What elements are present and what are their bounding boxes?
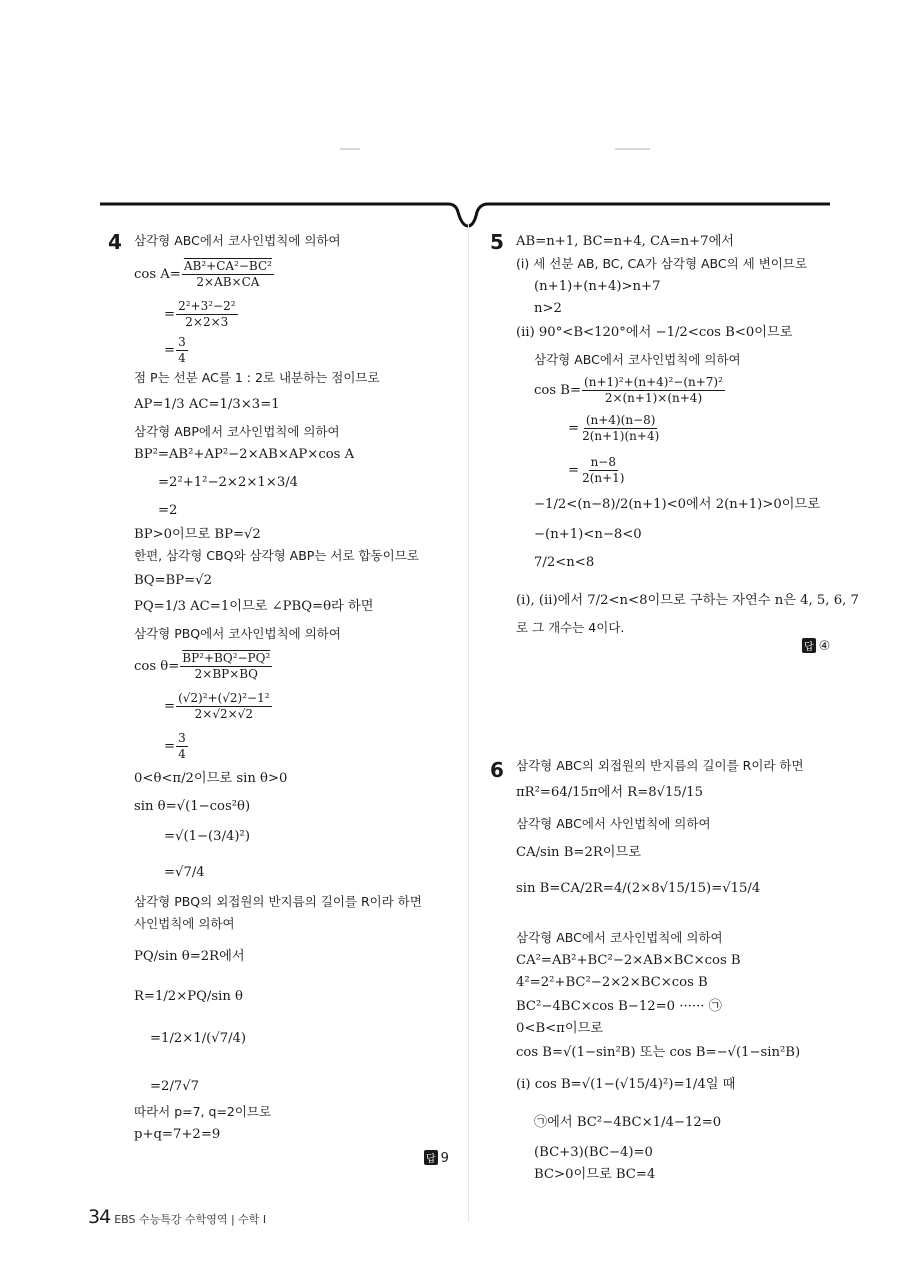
denominator: 2×(n+1)×(n+4): [604, 391, 703, 406]
equation-cos-a: [134, 260, 275, 289]
equation-step: = $\frac{(n+4)(n-8)}{2(n+1)(n+4)}$: [568, 413, 660, 444]
equation-line: =√(1−(3/4)²): [164, 829, 250, 844]
eq-lhs: cos B=: [534, 383, 582, 399]
problem-number: 5: [490, 230, 504, 254]
header-rule-with-notch: [100, 160, 830, 240]
equation-line: sin B=CA/2R=4/(2×8√15/15)=√15/4: [516, 881, 761, 896]
fraction: [180, 652, 272, 681]
numerator: 3: [176, 732, 188, 747]
equation-line: (i) cos B=√(1−(√15/4)²)=1/4일 때: [516, 1077, 736, 1092]
fraction: [176, 692, 271, 721]
equation-line: (ii) 90°<B<120°에서 −1/2<cos B<0이므로: [516, 325, 793, 340]
equation-line: p+q=7+2=9: [134, 1127, 221, 1142]
equation-line: (n+1)+(n+4)>n+7: [534, 279, 661, 294]
equation-line: BQ=BP=√2: [134, 573, 212, 588]
numerator: 2²+3²−2²: [176, 300, 237, 315]
column-divider: [468, 222, 469, 1222]
numerator: (√2)²+(√2)²−1²: [176, 692, 271, 707]
fraction: [580, 456, 626, 485]
denominator: 2(n+1)(n+4): [582, 429, 660, 444]
fraction: [182, 260, 274, 289]
denominator: 2×BP×BQ: [194, 667, 258, 682]
equation-line: cos B=√(1−sin²B) 또는 cos B=−√(1−sin²B): [516, 1045, 801, 1060]
equation-cos-b: [534, 376, 726, 405]
equation-line: AB=n+1, BC=n+4, CA=n+7에서: [516, 234, 735, 249]
equation-line: =1/2×1/(√7/4): [150, 1031, 247, 1046]
fraction: [176, 300, 237, 329]
answer-value: ④: [818, 639, 831, 654]
equation-line: PQ/sin θ=2R에서: [134, 949, 245, 964]
text-line: (i) 세 선분 AB, BC, CA가 삼각형 ABC의 세 변이므로: [516, 256, 808, 271]
answer-badge-icon: 답: [802, 638, 816, 653]
text-line: 삼각형 ABC에서 코사인법칙에 의하여: [134, 233, 341, 248]
equation-line: (i), (ii)에서 7/2<n<8이므로 구하는 자연수 n은 4, 5, 6, 7: [516, 593, 859, 608]
answer-value: 9: [440, 1151, 449, 1166]
equation-line: 0<θ<π/2이므로 sin θ>0: [134, 771, 288, 786]
eq-lhs: cos A=: [134, 267, 181, 283]
numerator: AB²+CA²−BC²: [182, 260, 274, 275]
equation-line: (BC+3)(BC−4)=0: [534, 1145, 653, 1160]
equation-line: BP>0이므로 BP=√2: [134, 527, 261, 542]
fraction: [176, 336, 188, 365]
text-line: 삼각형 ABC의 외접원의 반지름의 길이를 R이라 하면: [516, 758, 804, 773]
equation-line: =2: [158, 503, 178, 518]
answer-4: [424, 1150, 449, 1166]
text-line: 삼각형 ABP에서 코사인법칙에 의하여: [134, 424, 340, 439]
equation-step: = $\frac{\text{2²+3²−2²}}{2\times 2\times 3}$: [164, 299, 236, 330]
denominator: 2×AB×CA: [196, 275, 260, 290]
equation-line: R=1/2×PQ/sin θ: [134, 989, 243, 1004]
equation-line: −(n+1)<n−8<0: [534, 527, 642, 542]
answer-badge-icon: 답: [424, 1150, 438, 1165]
equation-line: CA/sin B=2R이므로: [516, 845, 642, 860]
text-line: 따라서 p=7, q=2이므로: [134, 1104, 272, 1119]
equation-line: =√7/4: [164, 865, 205, 880]
numerator: 3: [176, 336, 188, 351]
scan-artifact: [615, 148, 650, 150]
numerator: BP²+BQ²−PQ²: [180, 652, 272, 667]
text-line: 한편, 삼각형 CBQ와 삼각형 ABP는 서로 합동이므로: [134, 548, 419, 563]
denominator: 2×2×3: [185, 315, 229, 330]
text-line: 삼각형 ABC에서 코사인법칙에 의하여: [516, 930, 723, 945]
answer-5: [802, 638, 830, 654]
equation-line: =2²+1²−2×2×1×3/4: [158, 475, 299, 490]
text-line: 로 그 개수는 4이다.: [516, 620, 625, 635]
equation-line: BC²−4BC×cos B−12=0 ······ ㉠: [516, 999, 722, 1014]
scan-artifact: [340, 148, 360, 150]
denominator: 4: [178, 747, 186, 762]
text-line: 삼각형 ABC에서 코사인법칙에 의하여: [534, 352, 741, 367]
equation-line: −1/2<(n−8)/2(n+1)<0에서 2(n+1)>0이므로: [534, 497, 820, 512]
equation-line: BC>0이므로 BC=4: [534, 1167, 656, 1182]
eq-lhs: cos θ=: [134, 659, 180, 675]
text-line: 삼각형 ABC에서 사인법칙에 의하여: [516, 816, 711, 831]
problem-number: 4: [108, 230, 122, 254]
equation-line: sin θ=√(1−cos²θ): [134, 799, 251, 814]
page-footer: [88, 1206, 266, 1228]
equation-line: 7/2<n<8: [534, 555, 595, 570]
text-line: 점 P는 선분 AC를 1 : 2로 내분하는 점이므로: [134, 370, 380, 385]
equation-line: CA²=AB²+BC²−2×AB×BC×cos B: [516, 953, 741, 968]
denominator: 2×√2×√2: [194, 707, 253, 722]
fraction: [176, 732, 188, 761]
equation-line: =2/7√7: [150, 1079, 200, 1094]
equation-step: = $\frac{n-8}{2(n+1)}$: [568, 455, 625, 486]
text-line: 사인법칙에 의하여: [134, 916, 235, 931]
equation-line: πR²=64/15π에서 R=8√15/15: [516, 785, 704, 800]
equation-line: AP=1/3 AC=1/3×3=1: [134, 397, 280, 412]
fraction: [580, 414, 661, 443]
problem-number: 6: [490, 758, 504, 782]
equation-cos-theta: [134, 652, 273, 681]
equation-line: BP²=AB²+AP²−2×AB×AP×cos A: [134, 447, 355, 462]
book-title: EBS 수능특강 수학영역 | 수학 Ⅰ: [114, 1213, 267, 1226]
page-number: 34: [88, 1206, 111, 1228]
text-line: 삼각형 PBQ의 외접원의 반지름의 길이를 R이라 하면: [134, 894, 422, 909]
equation-line: PQ=1/3 AC=1이므로 ∠PBQ=θ라 하면: [134, 599, 374, 614]
equation-line: 4²=2²+BC²−2×2×BC×cos B: [516, 975, 708, 990]
equation-step: = $\frac{\text{(√2)²+(√2)²−1²}}{2\times√2\times√2}$: [164, 691, 270, 722]
numerator: (n+4)(n−8): [584, 414, 658, 429]
equation-step: = $\frac{3}{4}$: [164, 335, 186, 366]
equation-line: n>2: [534, 301, 562, 316]
denominator: 2(n+1): [582, 471, 625, 486]
text-line: 삼각형 PBQ에서 코사인법칙에 의하여: [134, 626, 341, 641]
equation-line: 0<B<π이므로: [516, 1021, 604, 1036]
equation-line: ㉠에서 BC²−4BC×1/4−12=0: [534, 1115, 722, 1130]
numerator: n−8: [589, 456, 618, 471]
denominator: 4: [178, 351, 186, 366]
fraction: [582, 376, 725, 405]
numerator: (n+1)²+(n+4)²−(n+7)²: [582, 376, 725, 391]
equation-step: = $\frac{3}{4}$: [164, 731, 186, 762]
